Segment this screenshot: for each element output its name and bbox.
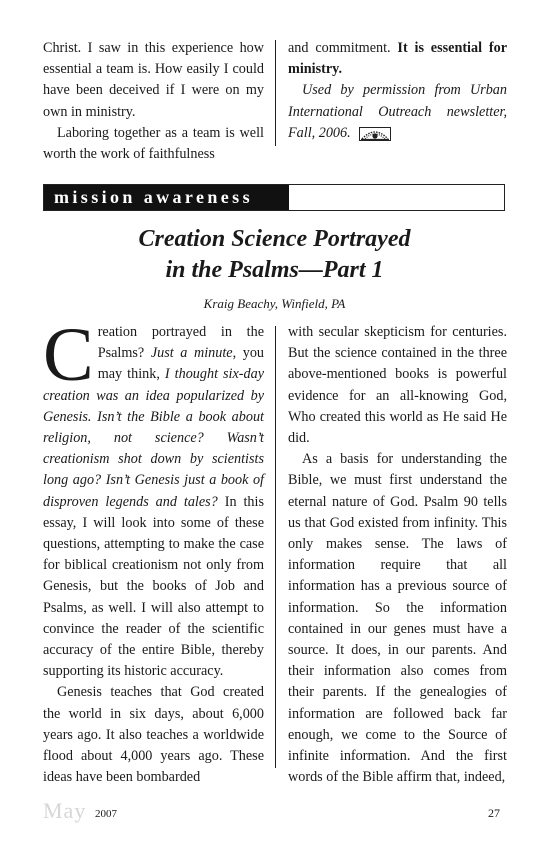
column-divider	[275, 40, 276, 146]
drop-cap: C	[43, 313, 94, 397]
article-title	[43, 224, 506, 286]
article-title-line: Creation Science Portrayed	[138, 226, 411, 252]
previous-article-paragraph: and commitment. It is essential for ministry.	[288, 40, 507, 78]
article-title-line: in the Psalms—Part 1	[165, 257, 384, 283]
emphasis-text: It is essential for ministry.	[288, 40, 507, 78]
article-right-column	[288, 322, 507, 788]
footer-month: May	[43, 798, 87, 823]
article-paragraph: As a basis for understanding the Bible, we must first understand the eternal nature of God. Psalm 90 tells us that God existed from infinity. This only makes sense. The laws of information require that all information has a previous source of information. So the information contained in our genes must have a source. It does, in our parents. And their information also comes from their parents. If the genealogies of information are followed back far enough, we come to the Source of infinite information. And the first words of the Bible affirm that, indeed,	[288, 451, 507, 786]
newsletter-logo-icon	[359, 127, 391, 141]
section-banner	[43, 184, 505, 211]
permission-note: Used by permission from Urban International Outreach newsletter, Fall, 2006.	[288, 82, 507, 141]
footer-year: 2007	[95, 808, 117, 820]
article-paragraph: with secular skepticism for centuries. But the science contained in the three above-mentioned books is powerful evidence for an all-knowing God, Who created this world as He said He did.	[288, 324, 507, 447]
article-paragraph: Creation portrayed in the Psalms? Just a minute, you may think, I thought six-day creation was an idea popularized by Genesis. Isn’t the Bible a book about religion, not science? Wasn’t creationism shot down by scientists long ago? Isn’t Genesis just a book of disproven legends and tales? In this essay, I will look into some of these questions, attempting to make the case for biblical creationism not only from Genesis, but the books of Job and Psalms, as well. I will also attempt to convince the reader of the scientific accuracy of the entire Bible, thereby supporting its historic accuracy.	[43, 313, 265, 680]
column-divider	[275, 326, 276, 768]
previous-article-right-column	[288, 38, 507, 144]
article-left-column	[43, 313, 265, 788]
article-paragraph: Genesis teaches that God created the world in six days, about 6,000 years ago. It also teaches a worldwide flood about 4,000 years ago. These ideas have been bombarded	[43, 684, 264, 786]
page-number: 27	[488, 806, 500, 820]
section-banner-label: mission awareness	[44, 185, 289, 210]
article-byline: Kraig Beachy, Winfield, PA	[203, 296, 346, 311]
previous-article-paragraph: Christ. I saw in this experience how essential a team is. How easily I could have been deceived if I were on my own in ministry.	[43, 40, 264, 120]
previous-article-paragraph: Laboring together as a team is well worth the work of faithfulness	[43, 124, 264, 163]
previous-article-left-column	[43, 38, 264, 165]
